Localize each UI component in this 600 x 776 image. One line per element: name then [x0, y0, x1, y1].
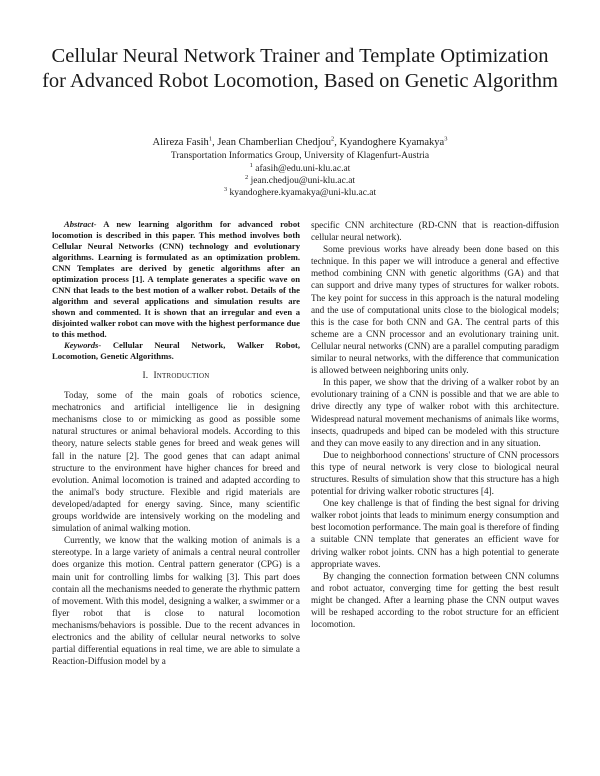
author-superscript: 2 [331, 135, 335, 143]
email-line [40, 187, 560, 199]
author-separator: , [334, 137, 340, 148]
email-superscript: 1 [249, 161, 253, 169]
body-paragraph: Currently, we know that the walking motion of animals is a stereotype. In a large variety of animals a central neural controller does organize this motion. Central pattern generator (CPG) is a main unit for controlling limbs for walking [3]. This part does contain all the mechanisms needed to generate the rhythmic pattern of movement. With this model, designing a walker, a swimmer or a flyer robot that is close to natural locomotion mechanisms/behaviors is possible. Due to the recent advances in electronics and the ability of cellular neural networks to solve partial differential equations in real time, we are able to simulate a Reaction-Diffusion model by a [52, 535, 300, 667]
author-separator: , [212, 137, 218, 148]
affiliation: Transportation Informatics Group, University of Klagenfurt-Austria [170, 151, 430, 161]
body-paragraph: Today, some of the main goals of robotics science, mechatronics and artificial intelligence lie in designing mechanisms close to or mimicking as good as possible some natural structures or animal behavioral models. According to this theory, nature selects stable genes for breed and weak genes will fall in the nature [2]. The good genes that can adapt animal structure to the environment have higher chances for breed and evolution. Animal locomotion is trained and adapted according to the animal's body structure. Flexible and rigid materials are developed/adapted for energy saving. Since, many scientific groups worldwide are intensively working on the modeling and simulation of animal walking motion. [52, 390, 300, 534]
left-column [52, 219, 300, 667]
author-superscript: 3 [444, 135, 448, 143]
body-paragraph: One key challenge is that of finding the best signal for driving walker robot joints that leads to minimum energy consumption and best locomotion performance. The main goal is therefore of finding a suitable CNN template that generates an efficient wave for driving walker robot joints. CNN has a high potential to generate appropriate waves. [311, 498, 559, 569]
email-address[interactable]: jean.chedjou@uni-klu.ac.at [250, 176, 356, 186]
keywords [52, 340, 300, 362]
right-column [311, 219, 559, 630]
abstract [52, 219, 300, 340]
body-paragraph: By changing the connection formation between CNN columns and robot actuator, converging time for getting the best result might be changed. After a learning phase the CNN output waves will be reshaped according to the robot structure for an efficient locomotion. [311, 570, 559, 630]
email-line [40, 175, 560, 187]
abstract-label: Abstract- [64, 219, 97, 229]
body-paragraph: specific CNN architecture (RD-CNN that is reaction-diffusion cellular neural network). [311, 220, 559, 243]
email-address[interactable]: afasih@edu.uni-klu.ac.at [255, 164, 351, 174]
author-name: Alireza Fasih [152, 137, 209, 148]
author-superscript: 1 [208, 135, 213, 143]
author-line [40, 136, 560, 150]
section-number: I. [142, 371, 149, 381]
paper-title: Cellular Neural Network Trainer and Template Optimization for Advanced Robot Locomotion, Based on Genetic Algorithm [42, 45, 558, 92]
section-heading [52, 370, 300, 382]
keywords-label: Keywords- [64, 340, 102, 350]
email-superscript: 2 [244, 173, 249, 181]
body-paragraph: Due to neighborhood connections' structure of CNN processors this type of neural network is very close to biological neural structures. Results of simulation show that this structure has a high potential for driving walker robotic structures [4]. [311, 449, 559, 497]
email-superscript: 3 [223, 185, 228, 193]
author-name: Jean Chamberlian Chedjou [217, 137, 332, 148]
section-title: Introduction [153, 371, 210, 381]
body-paragraph: In this paper, we show that the driving of a walker robot by an evolutionary training of a CNN is possible and that we are able to drive directly any type of walker robot with this architecture. Widespread natural movement mechanisms of animals like worms, insects, quadrupeds and biped can be modeled with this structure and they can move easily to any direction and in any situation. [311, 377, 559, 448]
body-paragraph: Some previous works have already been done based on this technique. In this paper we will introduce a general and effective method combining CNN with genetic algorithms (GA) and that can support and drive many types of structures for walker robots. The key point for success in this approach is the natural modeling and the use of computational units close to the biological models; this is the case for both CNN and GA. The central parts of this scheme are a CNN processor and an evolutionary training unit. Cellular neural networks (CNN) are a parallel computing paradigm similar to neural networks, with the difference that communication is allowed between neighboring units only. [311, 244, 559, 376]
email-line [40, 163, 560, 175]
author-name: Kyandoghere Kyamakya [339, 137, 445, 148]
keywords-text: Cellular Neural Network, Walker Robot, Locomotion, Genetic Algorithms. [52, 340, 300, 361]
email-address[interactable]: kyandoghere.kyamakya@uni-klu.ac.at [229, 188, 377, 198]
abstract-text: A new learning algorithm for advanced robot locomotion is described in this paper. This method involves both Cellular Neural Networks (CNN) technology and evolutionary algorithms. Learning is formulated as an optimization problem. CNN Templates are derived by genetic algorithms after an optimization process [1]. A template generates a specific wave on CNN that leads to the best motion of a walker robot. Details of the algorithm and several applications and simulation results are shown and commented. It is shown that an irregular and even a disjointed walker robot can move with the highest performance due to this method. [52, 219, 300, 339]
